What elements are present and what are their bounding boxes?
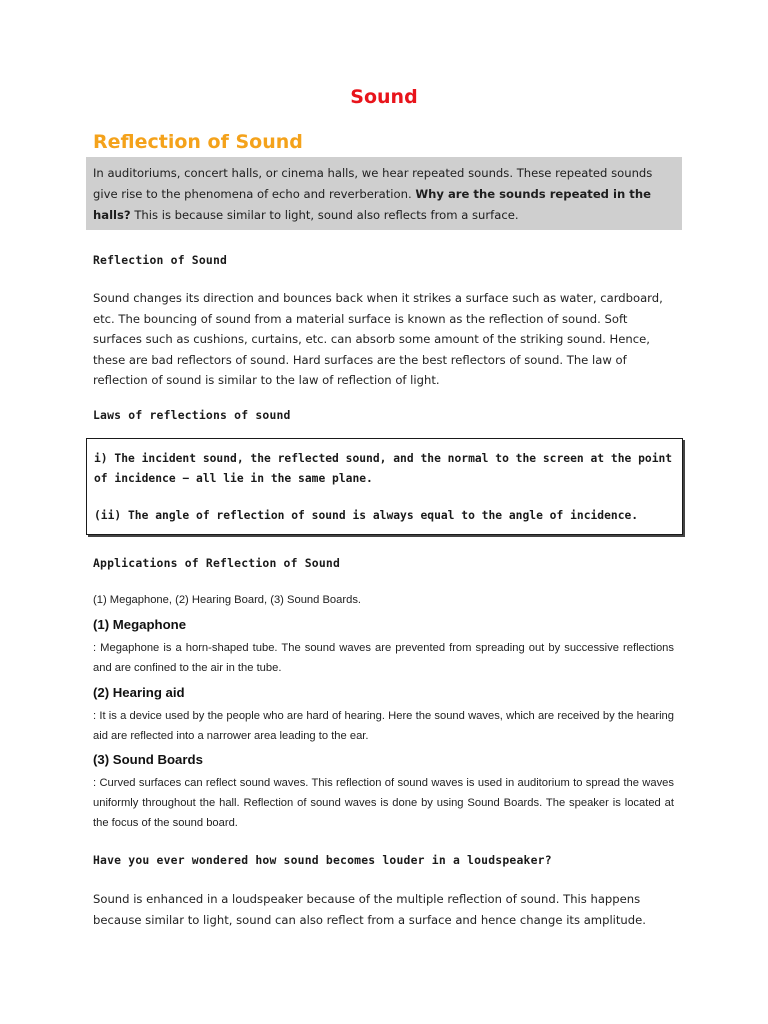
reflection-subheading: Reflection of Sound <box>93 253 228 267</box>
laws-box <box>86 438 683 535</box>
application-title-megaphone: (1) Megaphone <box>93 617 187 632</box>
page-title: Sound <box>350 86 418 108</box>
loudspeaker-answer: Sound is enhanced in a loudspeaker because of the multiple reflection of sound. This happens because similar to light, sound can also reflect from a surface and hence change its amplitude. <box>93 892 646 927</box>
application-desc-hearing-aid: : It is a device used by the people who are hard of hearing. Here the sound waves, which are received by the hearing aid are reflected into a narrower area leading to the ear. <box>93 710 674 743</box>
laws-subheading: Laws of reflections of sound <box>93 408 291 422</box>
applications-subheading: Applications of Reflection of Sound <box>93 556 341 570</box>
intro-text-after: This is because similar to light, sound also reflects from a surface. <box>130 208 519 222</box>
application-title-hearing-aid: (2) Hearing aid <box>93 685 185 700</box>
law-1: i) The incident sound, the reflected sound, and the normal to the screen at the point of incidence − all lie in the same plane. <box>94 452 673 485</box>
application-title-sound-boards: (3) Sound Boards <box>93 752 203 767</box>
intro-text-before: In auditoriums, concert halls, or cinema halls, we hear repeated sounds. These repeated sounds give rise to the phenomena of echo and reverberation. <box>93 166 653 201</box>
section-heading: Reflection of Sound <box>93 131 303 153</box>
applications-list: (1) Megaphone, (2) Hearing Board, (3) Sound Boards. <box>93 594 362 606</box>
law-2: (ii) The angle of reflection of sound is always equal to the angle of incidence. <box>94 509 639 522</box>
reflection-body: Sound changes its direction and bounces back when it strikes a surface such as water, cardboard, etc. The bouncing of sound from a material surface is known as the reflection of sound. Soft surfaces such as cushions, curtains, etc. can absorb some amount of the striking sound. Hence, these are bad reflectors of sound. Hard surfaces are the best reflectors of sound. The law of reflection of sound is similar to the law of reflection of light. <box>93 291 663 387</box>
intro-bold-question: Why are the sounds repeated in the halls? <box>93 187 651 222</box>
intro-box <box>86 157 682 230</box>
application-desc-sound-boards: : Curved surfaces can reflect sound waves. This reflection of sound waves is used in auditorium to spread the waves uniformly throughout the hall. Reflection of sound waves is done by using Sound Boards. The speaker is located at the focus of the sound board. <box>93 777 674 830</box>
application-desc-megaphone: : Megaphone is a horn-shaped tube. The sound waves are prevented from spreading out by successive reflections and are confined to the air in the tube. <box>93 642 674 675</box>
loudspeaker-question: Have you ever wondered how sound becomes louder in a loudspeaker? <box>93 853 552 867</box>
